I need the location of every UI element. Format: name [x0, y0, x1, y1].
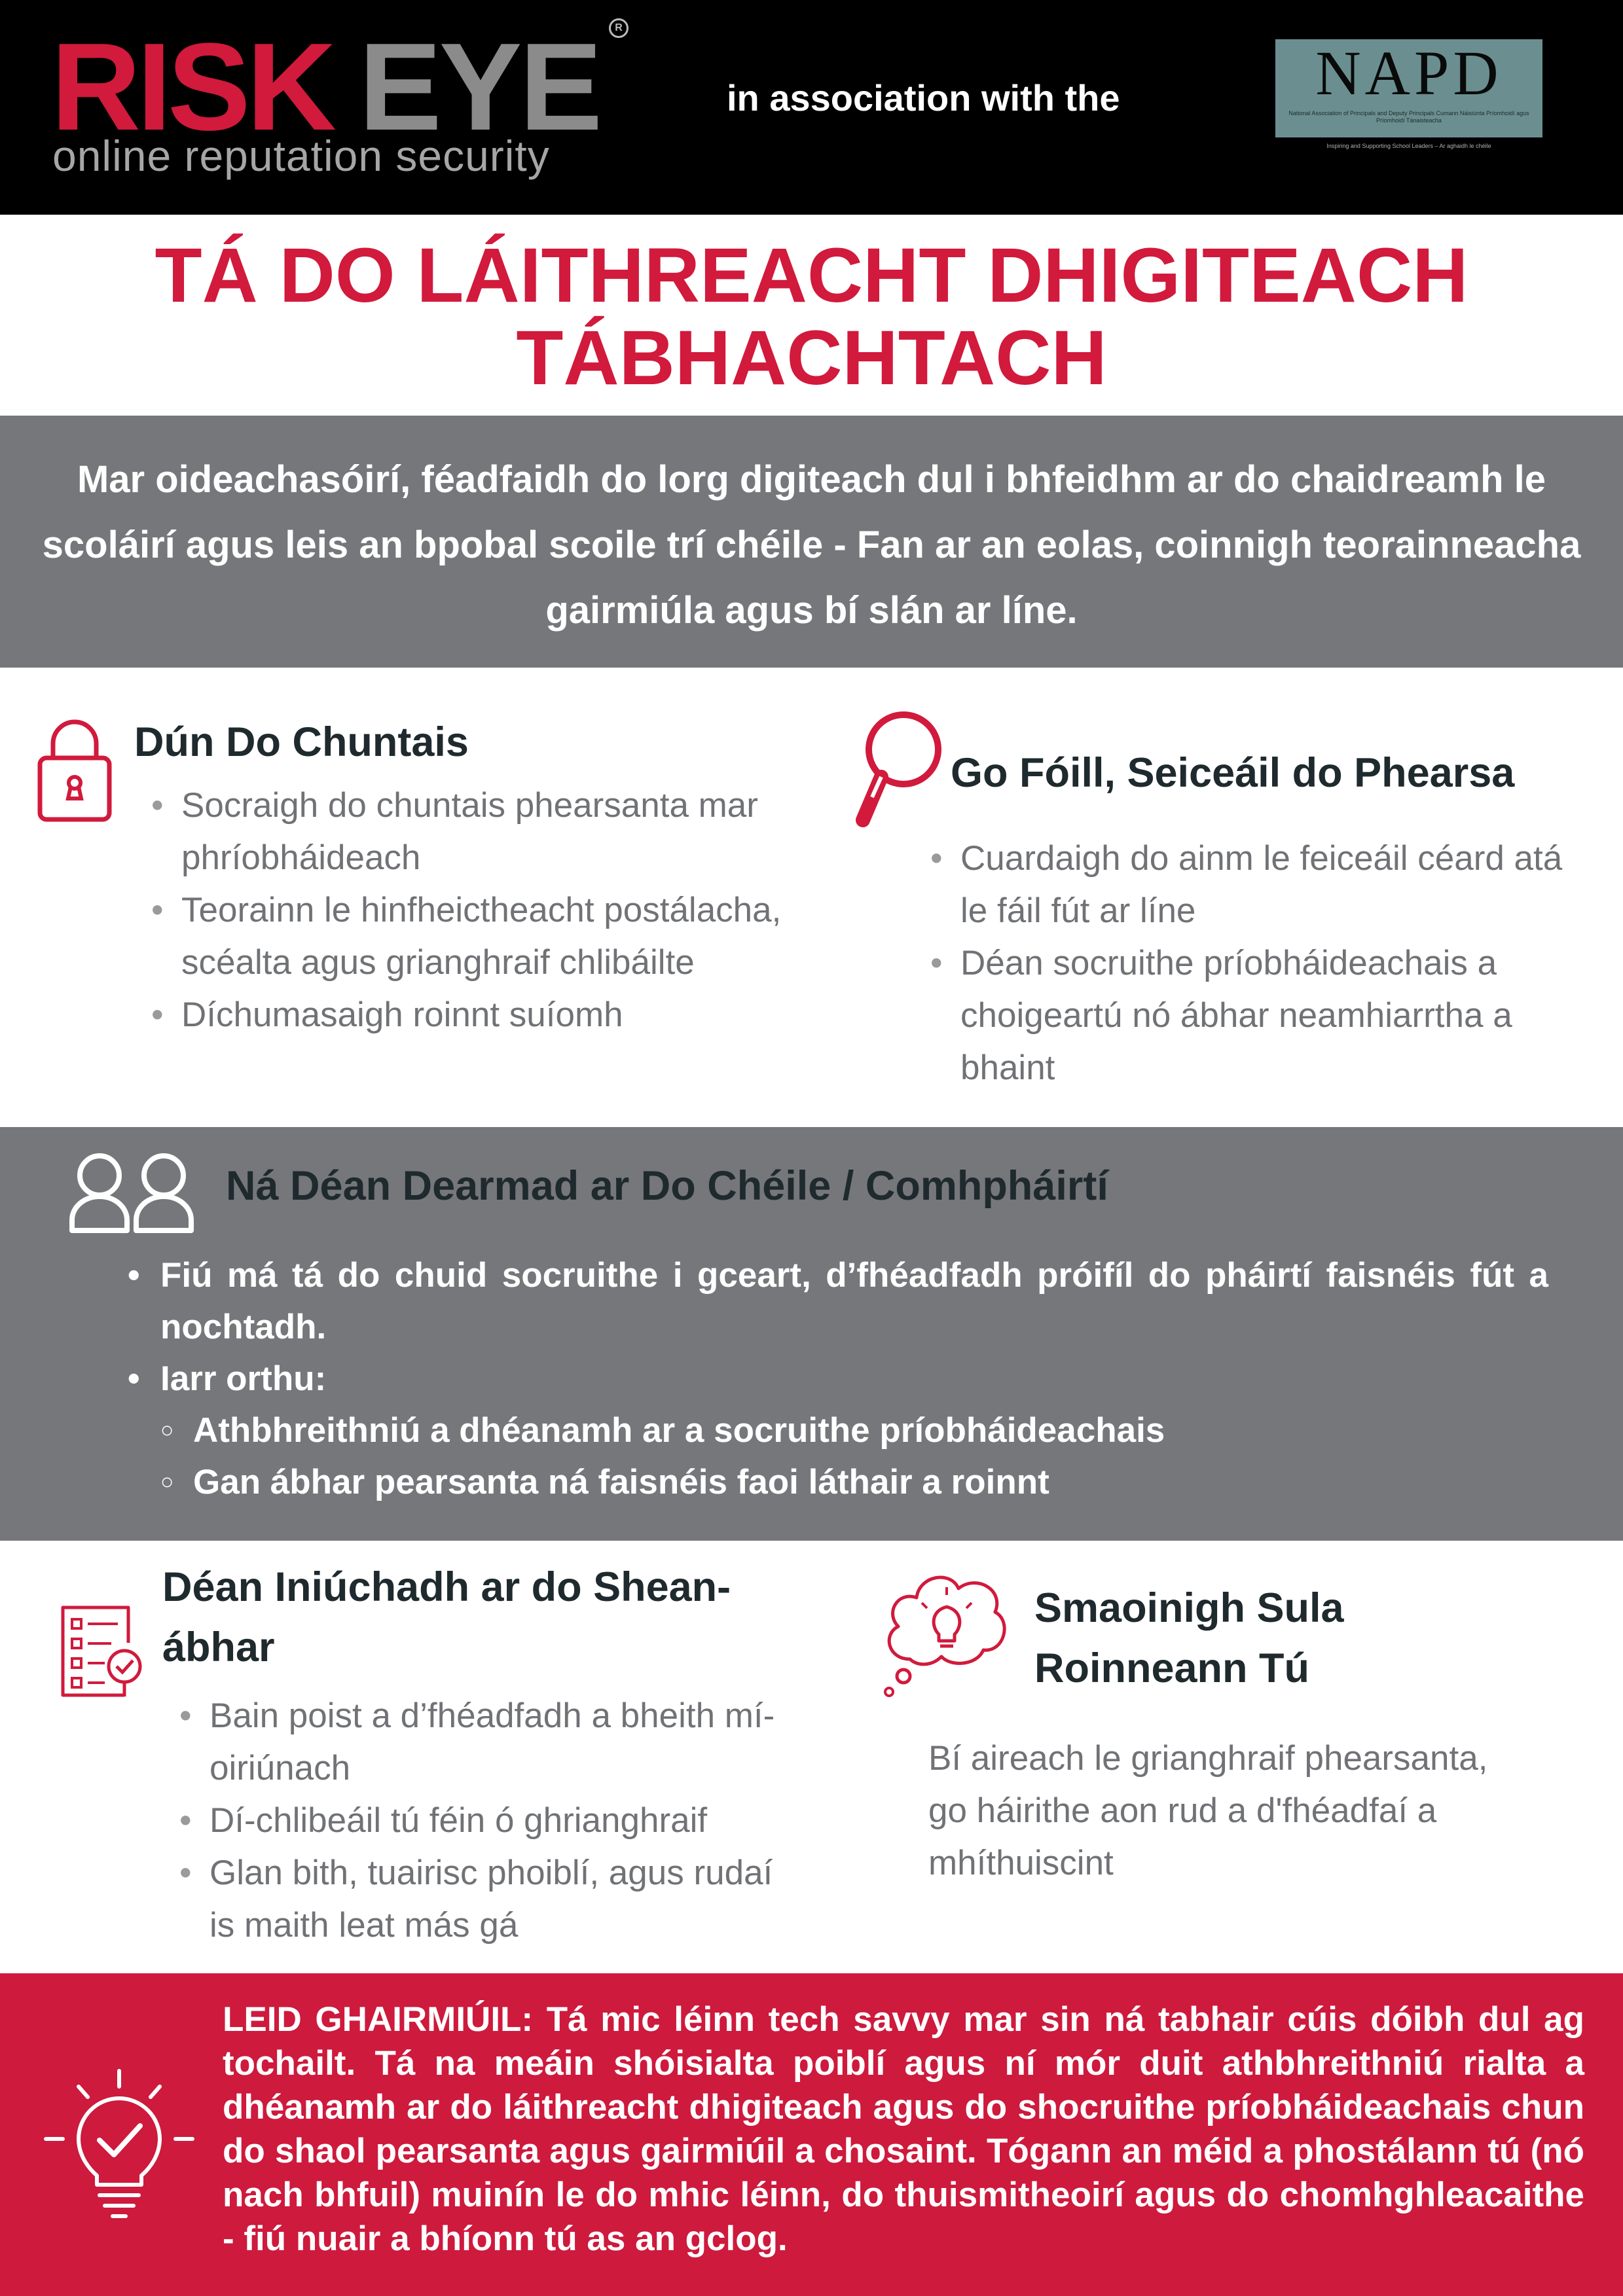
page-title: [0, 234, 1623, 399]
registered-mark: R: [609, 18, 629, 38]
list-item: • Socraigh do chuntais phearsanta mar phríobháideach: [147, 780, 841, 884]
lock-heading: Dún Do Chuntais: [134, 719, 469, 765]
sub-list-item: ○ Gan ábhar pearsanta ná faisnéis faoi láthair a roinnt: [160, 1456, 1548, 1508]
think-heading-line1: Smaoinigh Sula: [1034, 1585, 1344, 1631]
list-item: • Fiú má tá do chuid socruithe i gceart, d’fhéadfadh próifíl do pháirtí faisnéis fút a nochtadh.: [128, 1249, 1548, 1353]
search-list: [926, 833, 1588, 1094]
list-item: • Dí-chlibeáil tú féin ó ghrianghraif: [175, 1795, 804, 1847]
page-title-line1: TÁ DO LÁITHREACHT DHIGITEACH: [155, 232, 1468, 319]
list-item: • Cuardaigh do ainm le feiceáil céard atá le fáil fút ar líne: [926, 833, 1588, 937]
logo-tagline: online reputation security: [52, 132, 550, 180]
list-item: • Díchumasaigh roinnt suíomh: [147, 989, 841, 1041]
page-title-line2: TÁBHACHTACH: [516, 315, 1107, 401]
list-item: • Iarr orthu:: [128, 1353, 1548, 1405]
list-item: • Teorainn le hinfheictheacht postálacha, scéalta agus grianghraif chlibáilte: [147, 884, 841, 989]
thought-bulb-icon: [879, 1561, 1016, 1698]
people-icon: [68, 1152, 196, 1234]
audit-heading-line1: Déan Iniúchadh ar do Shean-: [162, 1564, 731, 1610]
sub-list-item: ○ Athbhreithniú a dhéanamh ar a socruithe príobháideachais: [160, 1405, 1548, 1456]
partner-list: [128, 1249, 1548, 1508]
association-text: in association with the: [727, 77, 1120, 118]
list-item: • Bain poist a d’fhéadfadh a bheith mí-oiriúnach: [175, 1690, 804, 1795]
intro-text: Mar oideachasóirí, féadfaidh do lorg digiteach dul i bhfeidhm ar do chaidreamh le scoláirí agus leis an bpobal scoile trí chéile - Fan ar an eolas, coinnigh teorainneacha gairmiúla agus bí slán ar líne.: [42, 458, 1581, 632]
logo-eye-text: EYE: [359, 18, 600, 156]
checklist-icon: [59, 1604, 145, 1702]
logo-risk-text: RISK: [51, 18, 333, 156]
magnifier-icon: [852, 709, 943, 831]
think-text: Bí aireach le grianghraif phearsanta, go háirithe aon rud a d'fhéadfaí a mhíthuiscint: [928, 1739, 1488, 1882]
think-heading-line2: Roinneann Tú: [1034, 1645, 1309, 1691]
napd-motto: Inspiring and Supporting School Leaders – Ar aghaidh le chéile: [1326, 143, 1491, 149]
pro-tip-text: LEID GHAIRMIÚIL: Tá mic léinn tech savvy mar sin ná tabhair cúis dóibh dul ag tochailt. Tá na meáin shóisialta poiblí agus ní mór duit athbhreithniú rialta a dhéanamh ar do láithreacht dhigiteach agus do shocruithe príobháideachais chun do shaol pearsanta agus gairmiúil a chosaint. Tógann an méid a phostálann tú (nó nach bhfuil) muinín le do mhic léinn, do thuismitheoirí agus do chomhghleacaithe - fiú nuair a bhíonn tú as an gclog.: [223, 2000, 1584, 2258]
napd-subtitle: National Association of Principals and Deputy Principals Cumann Náisiúnta Príomhoidí agus Príomhoidí Tánaisteacha: [1288, 110, 1529, 124]
audit-heading-line2: ábhar: [162, 1624, 275, 1670]
list-item: • Glan bith, tuairisc phoiblí, agus rudaí is maith leat más gá: [175, 1847, 804, 1952]
list-item: • Déan socruithe príobháideachais a choigeartú nó ábhar neamhiarrtha a bhaint: [926, 937, 1588, 1094]
lock-list: [147, 780, 841, 1041]
audit-heading: [162, 1557, 731, 1677]
lock-icon: [36, 715, 113, 825]
audit-list: [175, 1690, 804, 1952]
search-heading: Go Fóill, Seiceáil do Phearsa: [951, 750, 1515, 796]
lightbulb-check-icon: [43, 2067, 195, 2224]
partner-heading: Ná Déan Dearmad ar Do Chéile / Comhpháirtí: [226, 1163, 1108, 1209]
think-heading: [1034, 1578, 1344, 1698]
napd-logo-text: NAPD: [1315, 38, 1503, 108]
